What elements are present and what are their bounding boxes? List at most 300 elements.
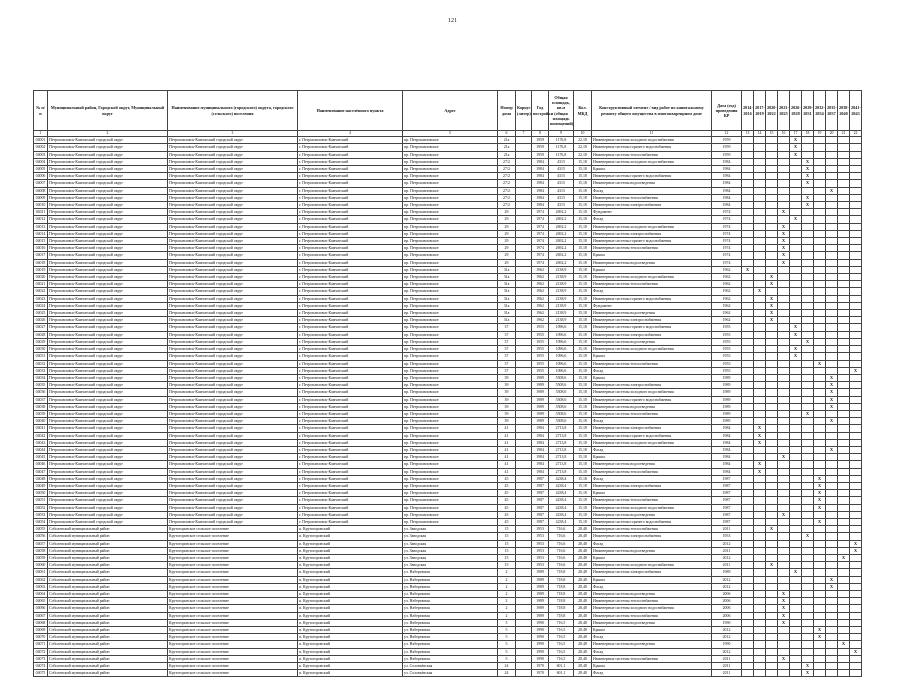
table-row bbox=[34, 648, 862, 655]
locality-cell: г. Петропавловск-Камчатский bbox=[298, 324, 403, 331]
year-cell-empty bbox=[814, 619, 826, 626]
year-cell-empty bbox=[838, 209, 850, 216]
locality-cell: п. Крутогоровский bbox=[298, 547, 403, 554]
area-cell: 716,6 bbox=[549, 562, 574, 569]
work-cell: Фасад bbox=[592, 367, 712, 374]
scheduled-mark: X bbox=[778, 591, 790, 598]
settlement-cell: Петропавловск-Камчатский городской округ bbox=[168, 353, 298, 360]
last-repair-year-cell: 1989 bbox=[712, 389, 742, 396]
address-cell: ул. Заводская bbox=[403, 533, 498, 540]
year-cell-empty bbox=[838, 324, 850, 331]
area-cell: 601,1 bbox=[549, 670, 574, 677]
year-cell-empty bbox=[778, 302, 790, 309]
year-cell-empty bbox=[802, 619, 814, 626]
work-cell: Инженерные системы горячего водоснабжения bbox=[592, 324, 712, 331]
work-cell: Фундамент bbox=[592, 302, 712, 309]
year-cell-empty bbox=[742, 648, 754, 655]
work-cell: Инженерные системы теплоснабжения bbox=[592, 410, 712, 417]
district-cell: Соболевский муниципальный район bbox=[48, 619, 168, 626]
header-year-col: 2017-2019 bbox=[754, 91, 766, 131]
year-cell-empty bbox=[778, 634, 790, 641]
year-cell-empty bbox=[778, 166, 790, 173]
work-cell: Инженерные системы теплоснабжения bbox=[592, 655, 712, 662]
year-cell-empty bbox=[778, 554, 790, 561]
year-cell-empty bbox=[742, 151, 754, 158]
address-cell: пр. Петропавловское bbox=[403, 180, 498, 187]
house-cell: 2 bbox=[498, 612, 516, 619]
year-cell-empty bbox=[742, 403, 754, 410]
house-cell: 45 bbox=[498, 497, 516, 504]
year-cell-empty bbox=[766, 648, 778, 655]
year-cell-empty bbox=[802, 259, 814, 266]
row-number: 04029 bbox=[34, 338, 48, 345]
year-cell: 1974 bbox=[532, 223, 549, 230]
table-row bbox=[34, 655, 862, 662]
settlement-cell: Петропавловск-Камчатский городской округ bbox=[168, 202, 298, 209]
korp-cell bbox=[516, 526, 532, 533]
locality-cell: г. Петропавловск-Камчатский bbox=[298, 504, 403, 511]
year-cell-empty bbox=[778, 475, 790, 482]
year-cell-empty bbox=[850, 403, 862, 410]
count-cell: 15,18 bbox=[574, 490, 592, 497]
locality-cell: г. Петропавловск-Камчатский bbox=[298, 317, 403, 324]
year-cell-empty bbox=[802, 374, 814, 381]
year-cell: 1987 bbox=[532, 504, 549, 511]
year-cell-empty bbox=[766, 266, 778, 273]
year-cell-empty bbox=[754, 137, 766, 144]
year-cell-empty bbox=[766, 518, 778, 525]
year-cell-empty bbox=[802, 425, 814, 432]
row-number: 04028 bbox=[34, 331, 48, 338]
year-cell-empty bbox=[838, 511, 850, 518]
year-cell-empty bbox=[778, 490, 790, 497]
house-cell: 37 bbox=[498, 324, 516, 331]
year-cell: 1984 bbox=[532, 454, 549, 461]
area-cell: 4238,4 bbox=[549, 482, 574, 489]
header-korp: Корпус (литер) bbox=[516, 91, 532, 131]
locality-cell: г. Петропавловск-Камчатский bbox=[298, 194, 403, 201]
count-cell: 28,48 bbox=[574, 634, 592, 641]
year-cell: 1955 bbox=[532, 324, 549, 331]
year-cell-empty bbox=[778, 663, 790, 670]
last-repair-year-cell: 1987 bbox=[712, 518, 742, 525]
year-cell-empty bbox=[838, 367, 850, 374]
row-number: 04020 bbox=[34, 274, 48, 281]
year-cell: 1955 bbox=[532, 353, 549, 360]
year-cell-empty bbox=[826, 317, 838, 324]
work-cell: Инженерные системы водоотведения bbox=[592, 461, 712, 468]
year-cell-empty bbox=[826, 670, 838, 677]
year-cell-empty bbox=[778, 274, 790, 281]
year-cell-empty bbox=[826, 511, 838, 518]
work-cell: Инженерные системы горячего водоснабжения bbox=[592, 144, 712, 151]
table-row bbox=[34, 598, 862, 605]
row-number: 04019 bbox=[34, 266, 48, 273]
locality-cell: п. Крутогоровский bbox=[298, 591, 403, 598]
year-cell-empty bbox=[850, 144, 862, 151]
district-cell: Петропавловск-Камчатский городской округ bbox=[48, 497, 168, 504]
district-cell: Петропавловск-Камчатский городской округ bbox=[48, 504, 168, 511]
year-cell-empty bbox=[802, 209, 814, 216]
house-cell: 31а bbox=[498, 281, 516, 288]
count-cell: 15,18 bbox=[574, 374, 592, 381]
table-row bbox=[34, 331, 862, 338]
locality-cell: г. Петропавловск-Камчатский bbox=[298, 396, 403, 403]
korp-cell bbox=[516, 324, 532, 331]
year-cell-empty bbox=[802, 446, 814, 453]
year-cell-empty bbox=[766, 497, 778, 504]
year-cell-empty bbox=[814, 374, 826, 381]
district-cell: Петропавловск-Камчатский городской округ bbox=[48, 439, 168, 446]
column-index: 3 bbox=[168, 131, 298, 137]
locality-cell: г. Петропавловск-Камчатский bbox=[298, 425, 403, 432]
work-cell: Инженерные системы электроснабжения bbox=[592, 382, 712, 389]
count-cell: 15,18 bbox=[574, 353, 592, 360]
year-cell-empty bbox=[790, 511, 802, 518]
year-cell-empty bbox=[778, 317, 790, 324]
table-row bbox=[34, 166, 862, 173]
year-cell-empty bbox=[766, 641, 778, 648]
district-cell: Петропавловск-Камчатский городской округ bbox=[48, 403, 168, 410]
work-cell: Фасад bbox=[592, 634, 712, 641]
locality-cell: г. Петропавловск-Камчатский bbox=[298, 216, 403, 223]
year-cell-empty bbox=[754, 605, 766, 612]
locality-cell: п. Крутогоровский bbox=[298, 583, 403, 590]
year-cell-empty bbox=[802, 288, 814, 295]
count-cell: 28,48 bbox=[574, 576, 592, 583]
year-cell-empty bbox=[802, 634, 814, 641]
settlement-cell: Петропавловск-Камчатский городской округ bbox=[168, 295, 298, 302]
district-cell: Петропавловск-Камчатский городской округ bbox=[48, 274, 168, 281]
locality-cell: г. Петропавловск-Камчатский bbox=[298, 461, 403, 468]
year-cell-empty bbox=[790, 627, 802, 634]
year-cell-empty bbox=[790, 158, 802, 165]
year-cell: 1959 bbox=[532, 137, 549, 144]
house-cell: 15 bbox=[498, 533, 516, 540]
year-cell-empty bbox=[790, 518, 802, 525]
year-cell-empty bbox=[778, 331, 790, 338]
year-cell-empty bbox=[802, 317, 814, 324]
house-cell: 24 bbox=[498, 663, 516, 670]
table-row bbox=[34, 612, 862, 619]
work-cell: Фасад bbox=[592, 216, 712, 223]
year-cell-empty bbox=[778, 137, 790, 144]
year-cell-empty bbox=[754, 310, 766, 317]
settlement-cell: Петропавловск-Камчатский городской округ bbox=[168, 180, 298, 187]
korp-cell bbox=[516, 591, 532, 598]
area-cell: 2713,8 bbox=[549, 461, 574, 468]
last-repair-year-cell: 1959 bbox=[712, 151, 742, 158]
district-cell: Соболевский муниципальный район bbox=[48, 576, 168, 583]
count-cell: 15,18 bbox=[574, 482, 592, 489]
area-cell: 2713,8 bbox=[549, 439, 574, 446]
korp-cell bbox=[516, 367, 532, 374]
year-cell-empty bbox=[778, 194, 790, 201]
count-cell: 15,18 bbox=[574, 338, 592, 345]
year-cell-empty bbox=[838, 310, 850, 317]
table-row bbox=[34, 619, 862, 626]
scheduled-mark: X bbox=[850, 367, 862, 374]
year-cell-empty bbox=[766, 331, 778, 338]
settlement-cell: Крутогоровское сельское поселение bbox=[168, 663, 298, 670]
table-row bbox=[34, 338, 862, 345]
korp-cell bbox=[516, 173, 532, 180]
area-cell: 4315 bbox=[549, 158, 574, 165]
settlement-cell: Петропавловск-Камчатский городской округ bbox=[168, 504, 298, 511]
district-cell: Петропавловск-Камчатский городской округ bbox=[48, 511, 168, 518]
row-number: 04035 bbox=[34, 382, 48, 389]
scheduled-mark: X bbox=[778, 252, 790, 259]
settlement-cell: Петропавловск-Камчатский городской округ bbox=[168, 439, 298, 446]
address-cell: ул. Набережная bbox=[403, 598, 498, 605]
year-cell-empty bbox=[742, 670, 754, 677]
year-cell-empty bbox=[838, 663, 850, 670]
work-cell: Инженерные системы горячего водоснабжения bbox=[592, 518, 712, 525]
last-repair-year-cell: 2012 bbox=[712, 627, 742, 634]
area-cell: 2692,2 bbox=[549, 238, 574, 245]
count-cell: 15,18 bbox=[574, 158, 592, 165]
house-cell: 5 bbox=[498, 648, 516, 655]
year-cell-empty bbox=[802, 295, 814, 302]
district-cell: Соболевский муниципальный район bbox=[48, 554, 168, 561]
settlement-cell: Петропавловск-Камчатский городской округ bbox=[168, 230, 298, 237]
year-cell-empty bbox=[838, 166, 850, 173]
row-number: 04030 bbox=[34, 346, 48, 353]
year-cell-empty bbox=[802, 641, 814, 648]
count-cell: 15,18 bbox=[574, 180, 592, 187]
year-cell-empty bbox=[766, 547, 778, 554]
year-cell-empty bbox=[778, 627, 790, 634]
last-repair-year-cell: 1989 bbox=[712, 403, 742, 410]
year-cell-empty bbox=[778, 410, 790, 417]
locality-cell: г. Петропавловск-Камчатский bbox=[298, 202, 403, 209]
area-cell: 5508,6 bbox=[549, 410, 574, 417]
header-address: Адрес bbox=[403, 91, 498, 131]
table-row bbox=[34, 396, 862, 403]
last-repair-year-cell: 1984 bbox=[712, 166, 742, 173]
house-cell: 15 bbox=[498, 554, 516, 561]
year-cell-empty bbox=[742, 216, 754, 223]
year-cell-empty bbox=[814, 238, 826, 245]
year-cell-empty bbox=[766, 454, 778, 461]
area-cell: 4238,4 bbox=[549, 511, 574, 518]
page-number: 121 bbox=[448, 18, 457, 24]
year-cell-empty bbox=[742, 202, 754, 209]
year-cell: 1989 bbox=[532, 612, 549, 619]
year-cell-empty bbox=[742, 223, 754, 230]
area-cell: 2692,2 bbox=[549, 230, 574, 237]
year-cell-empty bbox=[802, 360, 814, 367]
house-cell: 15 bbox=[498, 526, 516, 533]
year-cell-empty bbox=[778, 295, 790, 302]
year-cell-empty bbox=[826, 468, 838, 475]
year-cell-empty bbox=[838, 648, 850, 655]
row-number: 04075 bbox=[34, 670, 48, 677]
address-cell: пр. Петропавловское bbox=[403, 346, 498, 353]
header-year-col: 2029-2031 bbox=[802, 91, 814, 131]
settlement-cell: Крутогоровское сельское поселение bbox=[168, 634, 298, 641]
count-cell: 15,18 bbox=[574, 259, 592, 266]
count-cell: 15,18 bbox=[574, 223, 592, 230]
area-cell: 2713,8 bbox=[549, 446, 574, 453]
korp-cell bbox=[516, 648, 532, 655]
row-number: 04017 bbox=[34, 252, 48, 259]
year-cell-empty bbox=[826, 367, 838, 374]
table-row bbox=[34, 137, 862, 144]
year-cell-empty bbox=[850, 137, 862, 144]
year-cell-empty bbox=[802, 497, 814, 504]
year-cell-empty bbox=[814, 209, 826, 216]
address-cell: пр. Петропавловское bbox=[403, 432, 498, 439]
korp-cell bbox=[516, 238, 532, 245]
area-cell: 1096,6 bbox=[549, 353, 574, 360]
year-cell-empty bbox=[814, 396, 826, 403]
year-cell-empty bbox=[814, 454, 826, 461]
year-cell-empty bbox=[814, 554, 826, 561]
year-cell-empty bbox=[790, 446, 802, 453]
year-cell-empty bbox=[838, 547, 850, 554]
repair-schedule-table bbox=[33, 90, 862, 677]
house-cell: 15 bbox=[498, 562, 516, 569]
year-cell-empty bbox=[826, 166, 838, 173]
scheduled-mark: X bbox=[826, 576, 838, 583]
year-cell-empty bbox=[754, 144, 766, 151]
area-cell: 2692,2 bbox=[549, 245, 574, 252]
scheduled-mark: X bbox=[802, 166, 814, 173]
year-cell-empty bbox=[826, 252, 838, 259]
year-cell-empty bbox=[826, 475, 838, 482]
work-cell: Инженерные системы теплоснабжения bbox=[592, 612, 712, 619]
district-cell: Соболевский муниципальный район bbox=[48, 598, 168, 605]
year-cell-empty bbox=[754, 547, 766, 554]
row-number: 04027 bbox=[34, 324, 48, 331]
year-cell-empty bbox=[742, 554, 754, 561]
area-cell: 718,8 bbox=[549, 583, 574, 590]
count-cell: 15,18 bbox=[574, 295, 592, 302]
count-cell: 15,18 bbox=[574, 230, 592, 237]
table-row bbox=[34, 180, 862, 187]
year-cell-empty bbox=[742, 533, 754, 540]
table-row bbox=[34, 317, 862, 324]
year-cell-empty bbox=[754, 562, 766, 569]
year-cell-empty bbox=[790, 425, 802, 432]
year-cell-empty bbox=[802, 547, 814, 554]
year-cell-empty bbox=[814, 598, 826, 605]
korp-cell bbox=[516, 281, 532, 288]
year-cell-empty bbox=[838, 173, 850, 180]
year-cell-empty bbox=[850, 389, 862, 396]
year-cell-empty bbox=[766, 670, 778, 677]
year-cell-empty bbox=[754, 504, 766, 511]
korp-cell bbox=[516, 504, 532, 511]
work-cell: Инженерные системы электроснабжения bbox=[592, 533, 712, 540]
row-number: 04038 bbox=[34, 403, 48, 410]
table-row bbox=[34, 663, 862, 670]
count-cell: 15,18 bbox=[574, 360, 592, 367]
work-cell: Крыша bbox=[592, 266, 712, 273]
year-cell-empty bbox=[742, 663, 754, 670]
settlement-cell: Петропавловск-Камчатский городской округ bbox=[168, 461, 298, 468]
column-index: 14 bbox=[754, 131, 766, 137]
year-cell-empty bbox=[826, 569, 838, 576]
year-cell: 1989 bbox=[532, 374, 549, 381]
year-cell-empty bbox=[754, 627, 766, 634]
korp-cell bbox=[516, 605, 532, 612]
address-cell: пр. Петропавловское bbox=[403, 331, 498, 338]
column-index: 22 bbox=[850, 131, 862, 137]
year-cell-empty bbox=[778, 144, 790, 151]
scheduled-mark: X bbox=[826, 403, 838, 410]
year-cell-empty bbox=[838, 295, 850, 302]
district-cell: Петропавловск-Камчатский городской округ bbox=[48, 252, 168, 259]
year-cell-empty bbox=[766, 288, 778, 295]
year-cell-empty bbox=[766, 554, 778, 561]
table-row bbox=[34, 281, 862, 288]
year-cell: 1970 bbox=[532, 663, 549, 670]
year-cell-empty bbox=[802, 324, 814, 331]
last-repair-year-cell: 1987 bbox=[712, 504, 742, 511]
work-cell: Инженерные системы водоотведения bbox=[592, 180, 712, 187]
korp-cell bbox=[516, 511, 532, 518]
year-cell-empty bbox=[778, 497, 790, 504]
scheduled-mark: X bbox=[850, 648, 862, 655]
year-cell-empty bbox=[742, 598, 754, 605]
table-row bbox=[34, 583, 862, 590]
year-cell-empty bbox=[778, 468, 790, 475]
house-cell: 37 bbox=[498, 331, 516, 338]
year-cell-empty bbox=[754, 410, 766, 417]
district-cell: Петропавловск-Камчатский городской округ bbox=[48, 418, 168, 425]
house-cell: 27/2 bbox=[498, 194, 516, 201]
settlement-cell: Петропавловск-Камчатский городской округ bbox=[168, 454, 298, 461]
korp-cell bbox=[516, 396, 532, 403]
korp-cell bbox=[516, 468, 532, 475]
year-cell-empty bbox=[814, 288, 826, 295]
year-cell-empty bbox=[826, 490, 838, 497]
korp-cell bbox=[516, 425, 532, 432]
header-district: Муниципальный район, Городской округ, Муниципальный округ bbox=[48, 91, 168, 131]
year-cell-empty bbox=[754, 554, 766, 561]
year-cell-empty bbox=[826, 598, 838, 605]
row-number: 04056 bbox=[34, 533, 48, 540]
locality-cell: г. Петропавловск-Камчатский bbox=[298, 497, 403, 504]
year-cell-empty bbox=[790, 439, 802, 446]
count-cell: 15,18 bbox=[574, 389, 592, 396]
last-repair-year-cell: 1984 bbox=[712, 180, 742, 187]
address-cell: пр. Петропавловское bbox=[403, 274, 498, 281]
table-row bbox=[34, 194, 862, 201]
year-cell-empty bbox=[826, 533, 838, 540]
year-cell: 1962 bbox=[532, 274, 549, 281]
year-cell-empty bbox=[778, 396, 790, 403]
year-cell-empty bbox=[742, 612, 754, 619]
year-cell-empty bbox=[838, 180, 850, 187]
address-cell: ул. Набережная bbox=[403, 655, 498, 662]
address-cell: пр. Петропавловское bbox=[403, 475, 498, 482]
year-cell-empty bbox=[802, 648, 814, 655]
year-cell-empty bbox=[790, 187, 802, 194]
header-year: Год постройки bbox=[532, 91, 549, 131]
year-cell-empty bbox=[742, 317, 754, 324]
year-cell: 1987 bbox=[532, 490, 549, 497]
address-cell: пр. Петропавловское bbox=[403, 367, 498, 374]
row-number: 04012 bbox=[34, 216, 48, 223]
year-cell-empty bbox=[754, 497, 766, 504]
house-cell: 15 bbox=[498, 547, 516, 554]
year-cell-empty bbox=[742, 230, 754, 237]
area-cell: 4315 bbox=[549, 194, 574, 201]
settlement-cell: Крутогоровское сельское поселение bbox=[168, 526, 298, 533]
